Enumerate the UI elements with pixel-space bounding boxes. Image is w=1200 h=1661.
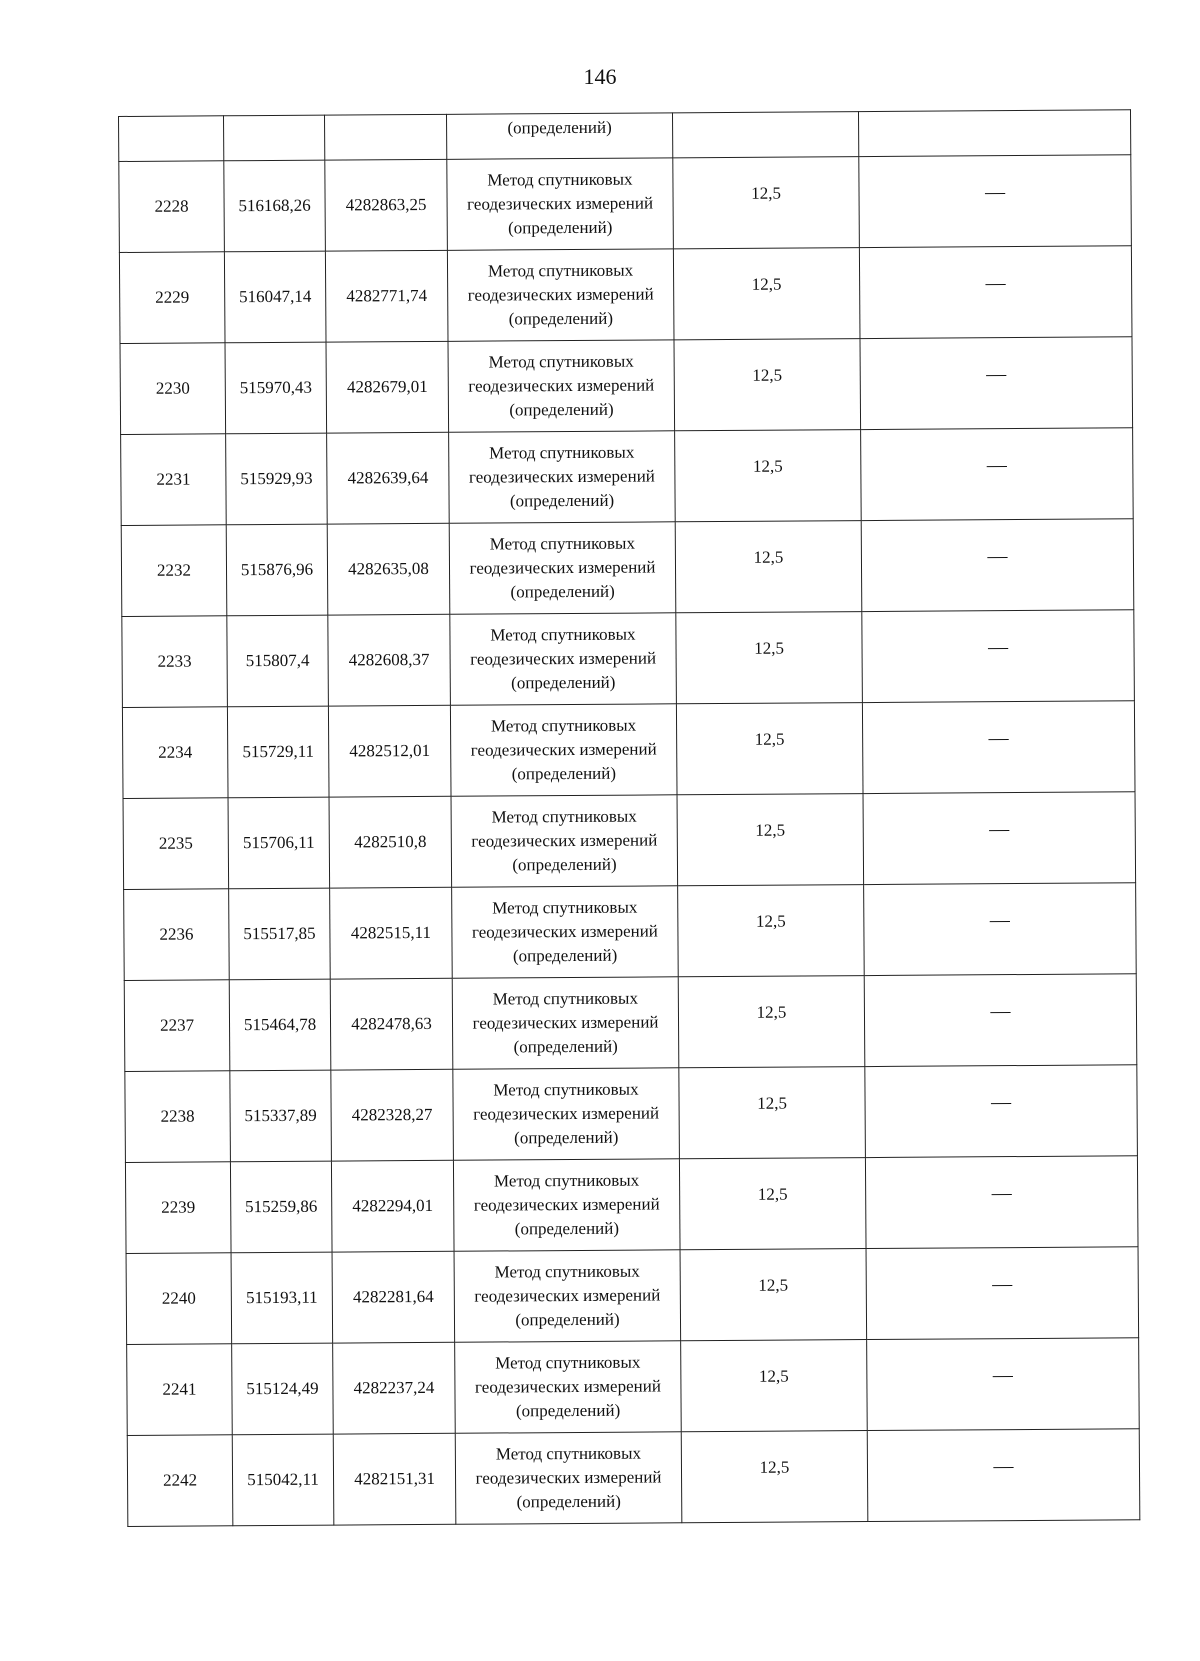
- cell-note-dash: —: [864, 883, 1137, 976]
- cell-accuracy: 12,5: [673, 248, 860, 340]
- cell-point-number: 2228: [119, 161, 225, 253]
- method-line: (определений): [512, 945, 618, 966]
- method-line: геодезических измерений: [468, 375, 655, 396]
- cell-note-dash: —: [860, 337, 1133, 430]
- method-line: геодезических измерений: [469, 557, 656, 578]
- method-line: (определений): [511, 672, 616, 693]
- method-line: геодезических измерений: [470, 739, 657, 760]
- cell-y-coordinate: 4282478,63: [330, 978, 453, 1070]
- cell-y-coordinate: 4282510,8: [329, 796, 452, 888]
- cell-x: [224, 115, 325, 161]
- method-line: геодезических измерений: [468, 466, 655, 487]
- cell-point-number: 2235: [123, 798, 229, 890]
- cell-point-number: 2231: [121, 434, 227, 526]
- cell-method-tail: (определений): [446, 113, 672, 159]
- cell-method: [455, 1341, 682, 1433]
- cell-point-number: 2230: [120, 343, 226, 435]
- cell-x-coordinate: 515042,11: [232, 1434, 334, 1526]
- cell-note: [858, 110, 1130, 157]
- method-line: геодезических измерений: [467, 193, 654, 214]
- cell-y-coordinate: 4282639,64: [327, 432, 450, 524]
- method-line: Метод спутниковых: [493, 1170, 640, 1191]
- method-line: геодезических измерений: [467, 284, 654, 305]
- method-line: Метод спутниковых: [489, 533, 635, 554]
- table-row: [121, 519, 1134, 617]
- continuation-row: [119, 110, 1131, 162]
- cell-method: [450, 613, 677, 705]
- cell-x-coordinate: 515706,11: [228, 797, 330, 889]
- cell-accuracy: 12,5: [676, 612, 863, 704]
- cell-accuracy: 12,5: [677, 794, 864, 886]
- cell-y-coordinate: 4282328,27: [331, 1069, 454, 1161]
- cell-x-coordinate: 515970,43: [225, 342, 327, 434]
- cell-y-coordinate: 4282237,24: [333, 1342, 456, 1434]
- method-line: Метод спутниковых: [494, 1261, 640, 1282]
- method-line: Метод спутниковых: [493, 1079, 639, 1100]
- cell-note-dash: —: [866, 1247, 1139, 1340]
- cell-method: [451, 795, 678, 887]
- method-line: геодезических измерений: [472, 1012, 659, 1033]
- cell-point-number: 2237: [124, 980, 230, 1072]
- cell-x-coordinate: 515337,89: [230, 1070, 332, 1162]
- cell-note-dash: —: [865, 1065, 1138, 1158]
- method-line: Метод спутниковых: [488, 351, 634, 372]
- method-line: Метод спутниковых: [490, 624, 636, 645]
- method-line: геодезических измерений: [474, 1285, 661, 1306]
- cell-method: [454, 1250, 681, 1342]
- cell-x-coordinate: 516168,26: [224, 160, 326, 252]
- cell-x-coordinate: 515729,11: [227, 706, 329, 798]
- cell-note-dash: —: [859, 246, 1132, 339]
- cell-method: [449, 522, 676, 614]
- cell-point-number: 2239: [125, 1162, 231, 1254]
- method-line: (определений): [516, 1491, 621, 1512]
- cell-method: [453, 1068, 680, 1160]
- cell-note-dash: —: [863, 792, 1136, 885]
- table-row: [127, 1429, 1140, 1527]
- method-line: Метод спутниковых: [492, 988, 639, 1009]
- table-row: [127, 1338, 1140, 1436]
- cell-note-dash: —: [862, 610, 1135, 703]
- cell-accuracy: 12,5: [679, 1158, 866, 1250]
- cell-note-dash: —: [864, 974, 1137, 1067]
- method-line: (определений): [508, 217, 613, 238]
- cell-note-dash: —: [867, 1429, 1140, 1522]
- method-line: (определений): [509, 490, 615, 511]
- cell-note-dash: —: [862, 701, 1135, 794]
- table-row: [125, 1065, 1138, 1163]
- table-row: [125, 1156, 1138, 1254]
- cell-x-coordinate: 515193,11: [231, 1252, 333, 1344]
- cell-y-coordinate: 4282771,74: [325, 250, 448, 342]
- method-line: (определений): [515, 1400, 621, 1421]
- table-row: [119, 246, 1132, 344]
- cell-accuracy: 12,5: [681, 1340, 868, 1432]
- table-row: [121, 428, 1134, 526]
- method-line: Метод спутниковых: [495, 1443, 642, 1464]
- cell-y-coordinate: 4282515,11: [330, 887, 453, 979]
- method-line: геодезических измерений: [471, 921, 658, 942]
- cell-accuracy: 12,5: [675, 430, 862, 522]
- table-row: [122, 701, 1135, 799]
- method-line: геодезических измерений: [473, 1194, 660, 1215]
- cell-x-coordinate: 515929,93: [226, 433, 328, 525]
- cell-accuracy: 12,5: [681, 1431, 868, 1523]
- cell-y: [324, 114, 446, 160]
- table-row: [122, 610, 1135, 708]
- page-number: 146: [583, 64, 617, 89]
- cell-point-number: 2229: [119, 252, 225, 344]
- cell-y-coordinate: 4282151,31: [333, 1433, 456, 1525]
- method-line: Метод спутниковых: [495, 1352, 641, 1373]
- method-line: геодезических измерений: [470, 648, 657, 669]
- cell-method: [449, 431, 676, 523]
- coordinates-table-container: [118, 109, 1139, 1527]
- cell-point-number: 2241: [127, 1344, 233, 1436]
- cell-x-coordinate: 515876,96: [226, 524, 328, 616]
- cell-y-coordinate: 4282635,08: [327, 523, 450, 615]
- cell-accuracy: 12,5: [676, 703, 863, 795]
- cell-y-coordinate: 4282294,01: [331, 1160, 454, 1252]
- cell-method: [453, 1159, 680, 1251]
- method-line: Метод спутниковых: [492, 897, 638, 918]
- cell-accuracy: 12,5: [678, 976, 865, 1068]
- method-line: Метод спутниковых: [487, 260, 634, 281]
- cell-point-number: 2234: [122, 707, 228, 799]
- cell-accuracy: 12,5: [673, 157, 860, 249]
- cell-x-coordinate: 515259,86: [230, 1161, 332, 1253]
- method-line: (определений): [514, 1218, 620, 1239]
- method-line: Метод спутниковых: [491, 806, 637, 827]
- cell-point-number: 2242: [127, 1435, 233, 1527]
- cell-y-coordinate: 4282281,64: [332, 1251, 455, 1343]
- cell-accuracy: 12,5: [675, 521, 862, 613]
- cell-y-coordinate: 4282608,37: [328, 614, 451, 706]
- cell-point: [119, 116, 224, 162]
- cell-point-number: 2232: [121, 525, 227, 617]
- method-line: (определений): [513, 1036, 618, 1057]
- table-row: [123, 792, 1136, 890]
- method-line: (определений): [511, 763, 617, 784]
- cell-note-dash: —: [867, 1338, 1140, 1431]
- cell-point-number: 2236: [124, 889, 230, 981]
- cell-method: [447, 249, 674, 341]
- method-line: (определений): [510, 581, 615, 602]
- method-line: Метод спутниковых: [490, 715, 637, 736]
- cell-point-number: 2240: [126, 1253, 232, 1345]
- cell-accuracy: 12,5: [680, 1249, 867, 1341]
- method-line: Метод спутниковых: [487, 169, 633, 190]
- cell-note-dash: —: [861, 428, 1134, 521]
- table-row: [126, 1247, 1139, 1345]
- cell-x-coordinate: 515124,49: [232, 1343, 334, 1435]
- method-line: геодезических измерений: [473, 1103, 660, 1124]
- cell-y-coordinate: 4282512,01: [328, 705, 451, 797]
- cell-accuracy: [672, 112, 858, 158]
- cell-x-coordinate: 515807,4: [227, 615, 329, 707]
- cell-y-coordinate: 4282679,01: [326, 341, 449, 433]
- table-body: [119, 110, 1140, 1527]
- cell-accuracy: 12,5: [678, 885, 865, 977]
- cell-x-coordinate: 516047,14: [224, 251, 326, 343]
- cell-y-coordinate: 4282863,25: [325, 159, 448, 251]
- cell-note-dash: —: [861, 519, 1134, 612]
- method-line: Метод спутниковых: [489, 442, 635, 463]
- method-line: (определений): [508, 308, 614, 329]
- method-line: геодезических измерений: [471, 830, 658, 851]
- cell-method: [452, 886, 679, 978]
- cell-method: [447, 158, 674, 250]
- cell-method: [448, 340, 675, 432]
- cell-accuracy: 12,5: [674, 339, 861, 431]
- method-line: (определений): [509, 399, 614, 420]
- table-row: [124, 974, 1137, 1072]
- cell-x-coordinate: 515517,85: [229, 888, 331, 980]
- table-row: [120, 337, 1133, 435]
- table-row: [124, 883, 1137, 981]
- method-line: (определений): [512, 854, 617, 875]
- method-line: (определений): [514, 1127, 619, 1148]
- cell-x-coordinate: 515464,78: [229, 979, 331, 1071]
- cell-method: [450, 704, 677, 796]
- method-line: (определений): [515, 1309, 620, 1330]
- cell-point-number: 2238: [125, 1071, 231, 1163]
- cell-method: [455, 1432, 682, 1524]
- method-line: геодезических измерений: [474, 1376, 661, 1397]
- cell-note-dash: —: [865, 1156, 1138, 1249]
- table-row: [119, 155, 1132, 253]
- cell-point-number: 2233: [122, 616, 228, 708]
- cell-method: [452, 977, 679, 1069]
- cell-accuracy: 12,5: [679, 1067, 866, 1159]
- cell-note-dash: —: [859, 155, 1132, 248]
- method-line: геодезических измерений: [475, 1467, 662, 1488]
- coordinates-table: [118, 109, 1140, 1527]
